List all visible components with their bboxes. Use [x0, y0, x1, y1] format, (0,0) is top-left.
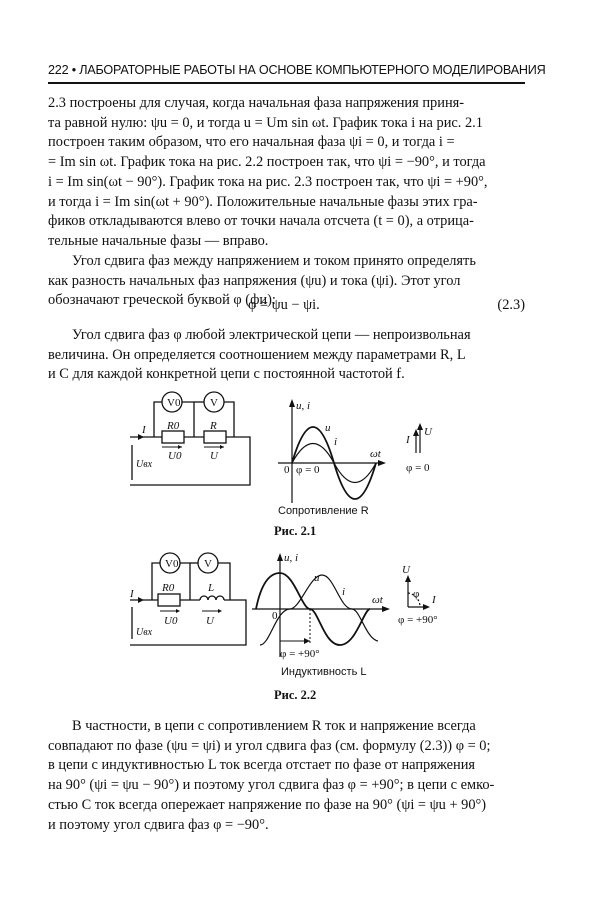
paragraph-4	[48, 717, 525, 835]
origin-label: 0	[284, 464, 290, 476]
r0-label: R0	[162, 582, 175, 594]
inductor-l-icon	[200, 596, 224, 600]
fig1-caption: Сопротивление R	[278, 505, 369, 517]
axis-y-label: u, i	[284, 552, 299, 564]
text-line: Угол сдвига фаз между напряжением и током принято определять	[72, 253, 476, 269]
paragraph-1	[48, 94, 525, 252]
axis-y-label: u, i	[296, 400, 311, 412]
vector-phi-symbol: φ	[413, 588, 420, 600]
fig2-title: Рис. 2.2	[274, 688, 317, 702]
fig2-caption: Индуктивность L	[281, 666, 367, 678]
text-line: стью C ток всегда опережает напряжение по фазе на 90° (ψi = ψu + 90°)	[48, 796, 487, 813]
text-line: построен таким образом, что его начальная фаза ψi = 0, и тогда i =	[48, 134, 455, 151]
text-line: обозначают греческой буквой φ (фи):	[48, 292, 276, 309]
text-line: в цепи с индуктивностью L ток всегда отстает по фазе от напряжения	[48, 757, 476, 774]
figure-2-2	[120, 545, 460, 670]
u0-label: U0	[168, 450, 182, 462]
page-header: 222 • ЛАБОРАТОРНЫЕ РАБОТЫ НА ОСНОВЕ КОМПЬЮТЕРНОГО МОДЕЛИРОВАНИЯ	[48, 63, 546, 77]
text-line: = Im sin ωt. График тока на рис. 2.2 построен так, что ψi = −90°, и тогда	[48, 154, 486, 171]
u-label: U	[206, 615, 214, 627]
meter-v-label: V	[210, 397, 218, 409]
vector-phi-label: φ = 0	[406, 462, 430, 474]
text-line: и C для каждой конкретной цепи с постоянной частотой f.	[48, 366, 405, 383]
curve-u-label: u	[325, 422, 331, 434]
text-line: и поэтому угол сдвига фаз φ = −90°.	[48, 816, 269, 833]
meter-v-label: V	[204, 558, 212, 570]
text-line: тельные начальные фазы — вправо.	[48, 232, 269, 249]
current-label: I	[130, 588, 134, 600]
text-line: 2.3 построены для случая, когда начальная фаза напряжения приня-	[48, 95, 465, 111]
axis-x-label: ωt	[370, 448, 381, 460]
circuit-resistive	[130, 390, 250, 485]
phi-label: φ = +90°	[280, 648, 320, 660]
current-label: I	[142, 424, 146, 436]
curve-i-label: i	[334, 436, 338, 448]
u-label: U	[210, 450, 218, 462]
resistor-r-icon	[204, 431, 226, 443]
formula-number: (2.3)	[497, 297, 525, 313]
text-line: величина. Он определяется соотношением между параметрами R, L	[48, 346, 466, 363]
vector-u-label: U	[424, 426, 432, 438]
vector-phi-label: φ = +90°	[398, 614, 438, 626]
current-curve	[260, 575, 378, 645]
text-line: как разность начальных фаз напряжения (ψu) и тока (ψi). Этот угол	[48, 272, 461, 289]
meter-v0-label: V0	[165, 558, 179, 570]
vector-i-label: I	[406, 434, 410, 446]
u0-label: U0	[164, 615, 178, 627]
text-line: совпадают по фазе (ψu = ψi) и угол сдвига фаз (см. формулу (2.3)) φ = 0;	[48, 737, 491, 754]
r-label: R	[210, 420, 217, 432]
text-line: на 90° (ψi = ψu − 90°) и поэтому угол сдвига фаз φ = +90°; в цепи с емко-	[48, 777, 495, 794]
paragraph-3	[48, 326, 525, 385]
fig1-title: Рис. 2.1	[274, 524, 317, 538]
text-line: i = Im sin(ωt − 90°). График тока на рис. 2.3 построен так, что ψi = +90°,	[48, 173, 488, 190]
r0-label: R0	[167, 420, 180, 432]
vector-u-label: U	[402, 564, 410, 576]
text-line: В частности, в цепи с сопротивлением R ток и напряжение всегда	[72, 718, 476, 734]
l-label: L	[208, 582, 215, 594]
resistor-r0-icon	[158, 594, 180, 606]
formula-expression: φ = ψu − ψi.	[248, 297, 320, 313]
text-line: Угол сдвига фаз φ любой электрической цепи — непроизвольная	[72, 327, 471, 343]
header-divider	[48, 82, 525, 84]
phi-label: φ = 0	[296, 464, 320, 476]
uin-label: Uвх	[136, 627, 153, 638]
text-line: та равной нулю: ψu = 0, и тогда u = Um sin ωt. График тока i на рис. 2.1	[48, 114, 483, 131]
uin-label: Uвх	[136, 459, 153, 470]
origin-label: 0	[272, 610, 278, 622]
meter-v0-label: V0	[167, 397, 181, 409]
curve-i-label: i	[342, 586, 346, 598]
resistor-r0-icon	[162, 431, 184, 443]
text-line: фиков откладываются влево от точки начала отсчета (t = 0), а отрица-	[48, 213, 474, 230]
axis-x-label: ωt	[372, 594, 383, 606]
text-line: и тогда i = Im sin(ωt + 90°). Положительные начальные фазы этих гра-	[48, 193, 478, 210]
vector-i-label: I	[432, 594, 436, 606]
curve-u-label: u	[314, 572, 320, 584]
figure-2-1	[120, 385, 460, 515]
